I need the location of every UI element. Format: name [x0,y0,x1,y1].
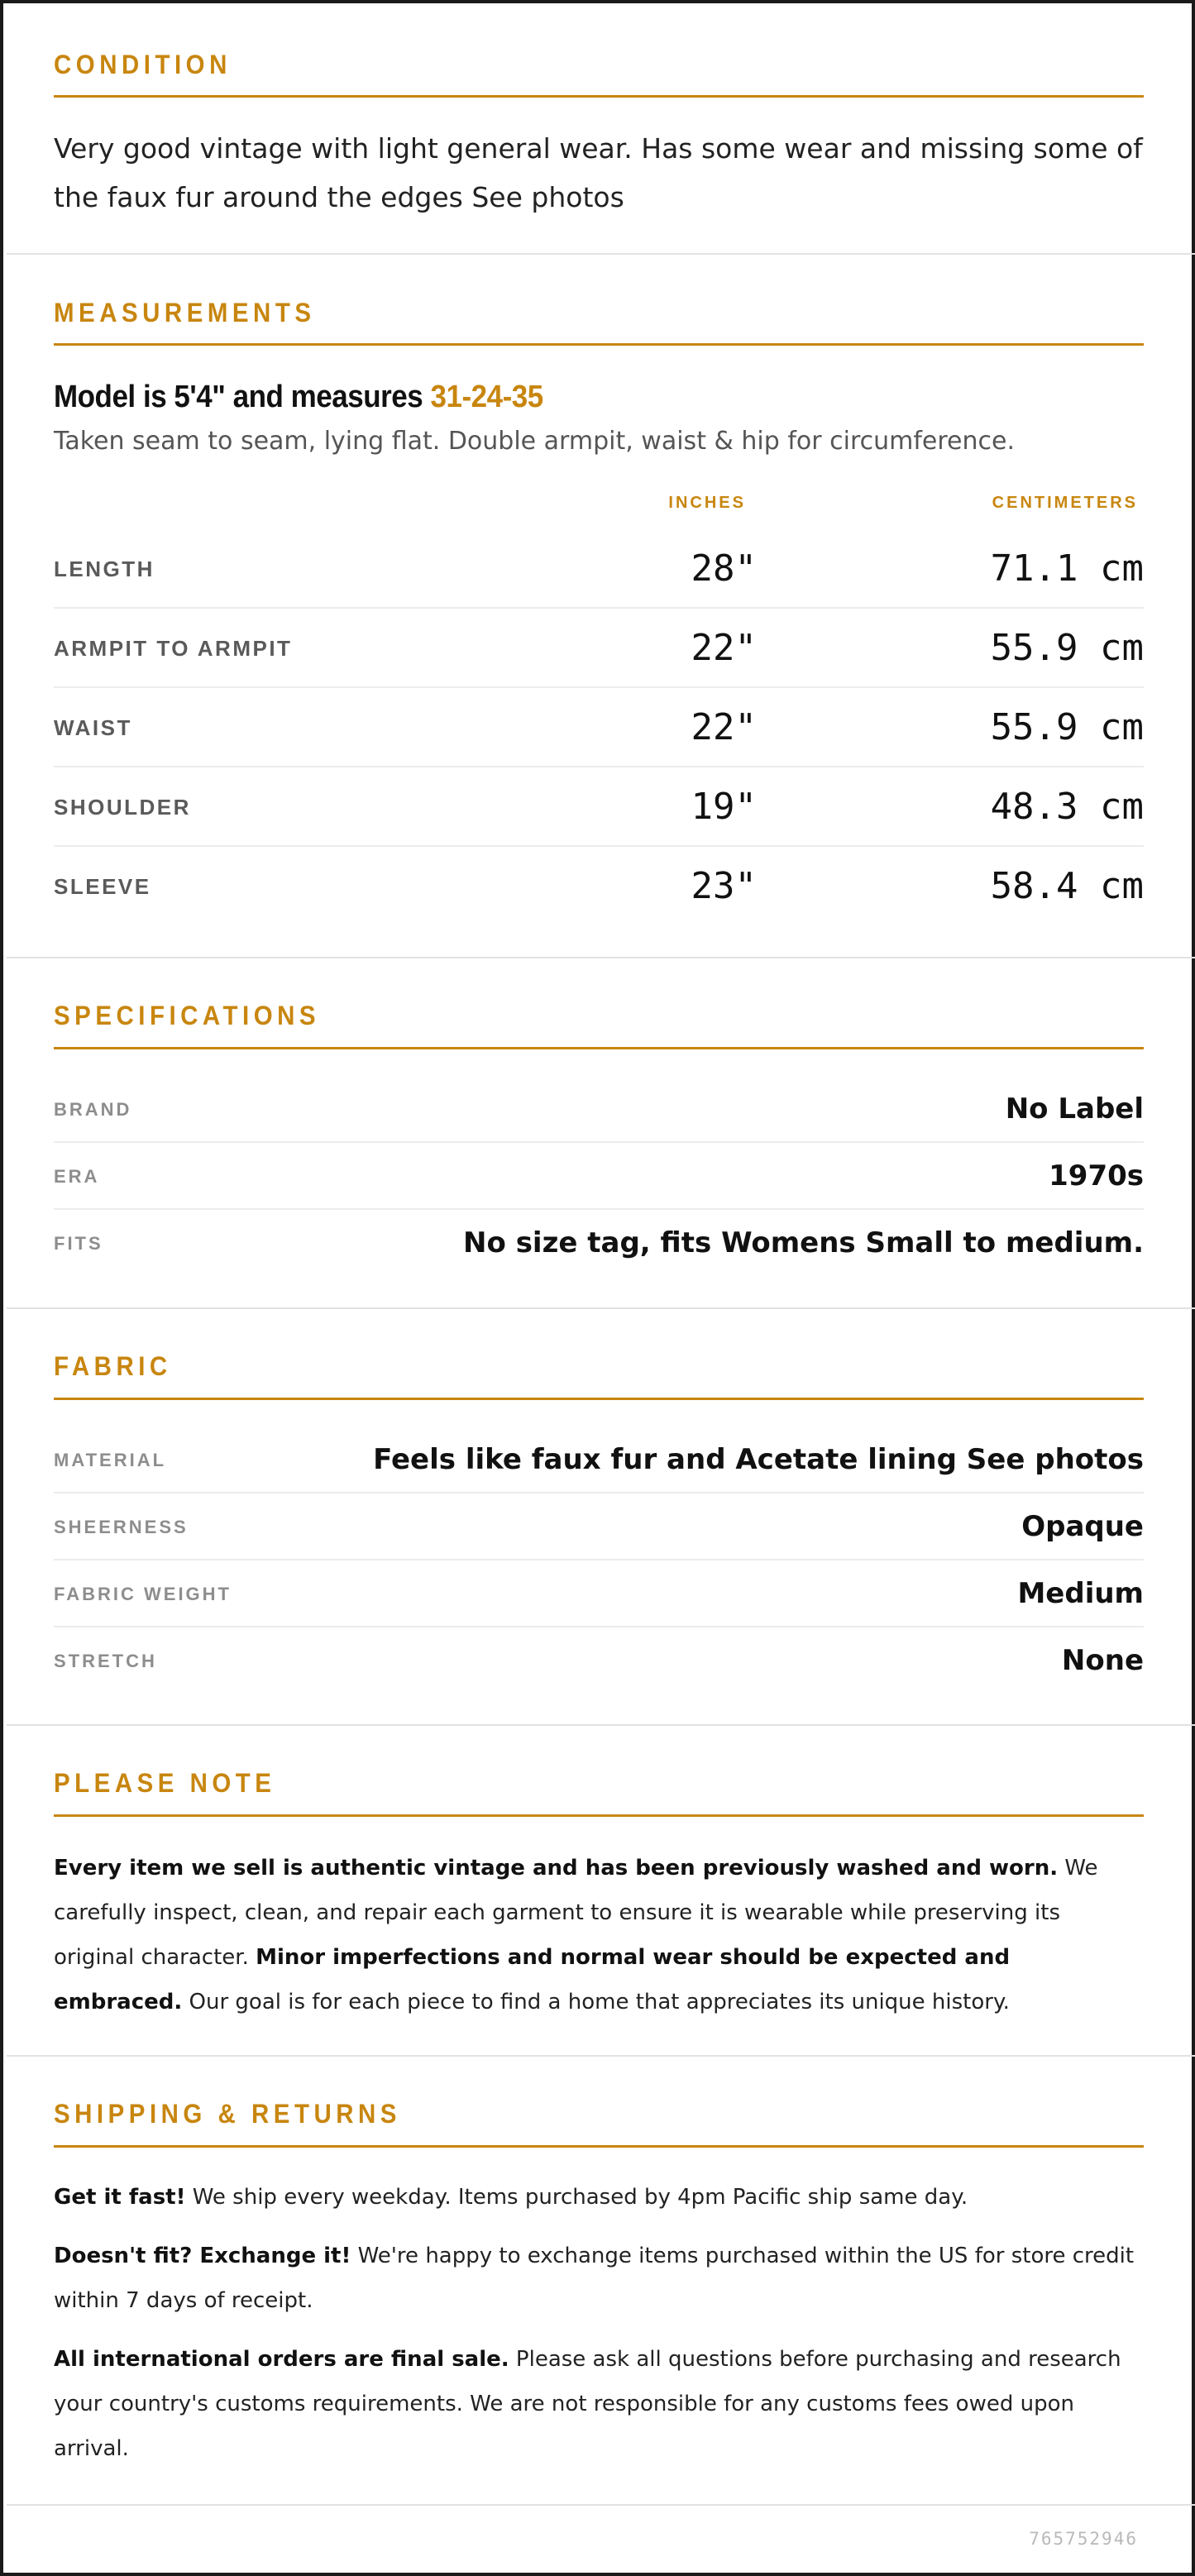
condition-heading: CONDITION [54,50,232,79]
spec-value: No Label [1005,1092,1144,1126]
measurements-subtext: Taken seam to seam, lying flat. Double armpit, waist & hip for circumference. [54,427,1016,456]
measurement-cm: 71.1 cm [990,547,1144,590]
measurement-inches: 22" [691,706,757,748]
fabric-value: None [1061,1644,1144,1677]
specifications-rule [54,1047,1144,1049]
condition-rule [54,95,1144,98]
measurement-cm: 48.3 cm [990,786,1144,828]
measurement-inches: 28" [691,547,757,590]
measurement-row-length [54,529,1144,609]
note-text [54,1846,1144,2024]
shipping-rule [54,2145,1144,2148]
section-divider [7,2055,1195,2057]
column-header-centimeters: CENTIMETERS [992,494,1138,512]
note-rule [54,1814,1144,1817]
shipping-text-2: We're happy to exchange items purchased within the US for store credit within 7 days of receipt. [54,2244,1135,2313]
section-divider [7,2504,1195,2506]
shipping-bold-3: All international orders are final sale. [54,2347,509,2372]
measurement-label: WAIST [54,715,132,740]
shipping-bold-2: Doesn't fit? Exchange it! [54,2244,351,2268]
fabric-label: FABRIC WEIGHT [54,1584,232,1604]
measurements-rule [54,343,1144,346]
note-bold-2: Minor imperfections and normal wear should be expected and embraced. [54,1945,1011,2014]
measurement-row-armpit [54,609,1144,688]
measurement-label: ARMPIT TO ARMPIT [54,636,293,661]
spec-value: No size tag, fits Womens Small to medium. [463,1226,1144,1259]
shipping-paragraph-3 [54,2337,1144,2471]
measurement-row-shoulder [54,767,1144,847]
measurement-inches: 19" [691,786,757,828]
measurement-row-waist [54,688,1144,767]
note-bold-1: Every item we sell is authentic vintage and has been previously washed and worn. [54,1856,1059,1881]
measurement-cm: 58.4 cm [990,865,1144,907]
fabric-label: STRETCH [54,1651,157,1671]
spec-row-brand [54,1076,1144,1143]
fabric-row-stretch [54,1627,1144,1694]
spec-label: ERA [54,1166,100,1187]
shipping-text-1: We ship every weekday. Items purchased by 4pm Pacific ship same day. [185,2185,968,2210]
model-info [54,380,543,415]
measurement-cm: 55.9 cm [990,706,1144,748]
measurement-inches: 22" [691,627,757,669]
shipping-heading: SHIPPING & RETURNS [54,2099,401,2129]
section-divider [7,1724,1195,1726]
fabric-rule [54,1398,1144,1400]
measurement-label: LENGTH [54,557,155,581]
measurement-row-sleeve [54,847,1144,926]
item-id: 765752946 [1029,2529,1138,2549]
fabric-value: Medium [1017,1577,1144,1610]
model-measures: 31-24-35 [430,380,543,414]
note-heading: PLEASE NOTE [54,1768,276,1798]
model-info-prefix: Model is 5'4" and measures [54,380,431,414]
fabric-value: Feels like faux fur and Acetate lining See photos [373,1443,1144,1476]
shipping-text-3: Please ask all questions before purchasing and research your country's customs requirements. We are not responsible for any customs fees owed upon arrival. [54,2347,1121,2461]
note-text-1: We carefully inspect, clean, and repair each garment to ensure it is wearable while preserving its original character. [54,1856,1098,1970]
fabric-row-material [54,1427,1144,1494]
spec-label: FITS [54,1233,103,1254]
section-divider [7,957,1195,958]
section-divider [7,1307,1195,1309]
note-text-2: Our goal is for each piece to find a home that appreciates its unique history. [182,1990,1010,2014]
measurements-heading: MEASUREMENTS [54,298,316,327]
section-divider [7,253,1195,255]
spec-label: BRAND [54,1099,132,1120]
shipping-bold-1: Get it fast! [54,2185,186,2210]
spec-value: 1970s [1049,1159,1144,1192]
measurement-label: SHOULDER [54,795,191,820]
measurement-cm: 55.9 cm [990,627,1144,669]
shipping-paragraph-1 [54,2175,1144,2220]
fabric-row-sheerness [54,1494,1144,1560]
fabric-row-weight [54,1560,1144,1627]
column-header-inches: INCHES [668,494,746,512]
spec-row-era [54,1143,1144,1210]
fabric-label: MATERIAL [54,1450,167,1470]
fabric-value: Opaque [1021,1510,1144,1543]
shipping-paragraph-2 [54,2234,1144,2323]
fabric-heading: FABRIC [54,1351,172,1381]
spec-row-fits [54,1210,1144,1277]
condition-text: Very good vintage with light general wear. Has some wear and missing some of the faux fur around the edges See photos [54,132,1143,213]
measurement-label: SLEEVE [54,874,151,899]
specifications-heading: SPECIFICATIONS [54,1001,321,1030]
fabric-label: SHEERNESS [54,1517,189,1537]
measurement-inches: 23" [691,865,757,907]
